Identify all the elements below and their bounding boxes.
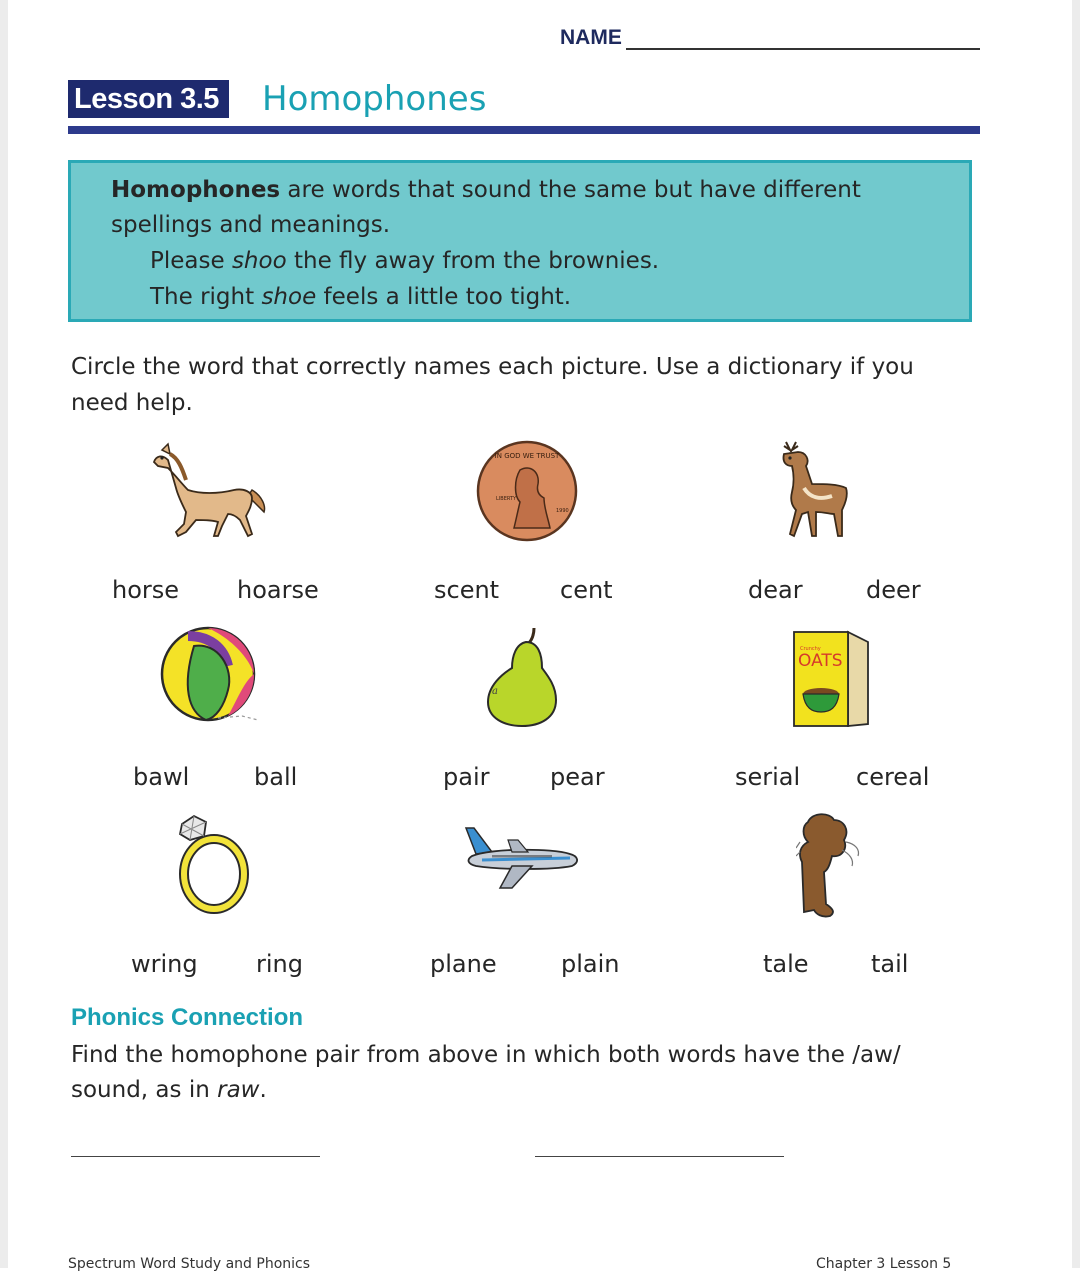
footer-chapter-lesson: Chapter 3 Lesson 5: [816, 1256, 952, 1272]
example-2-start: The right: [150, 284, 262, 310]
definition-box: [68, 160, 972, 322]
word-option[interactable]: serial: [735, 763, 801, 791]
instructions-line-1: Circle the word that correctly names each picture. Use a dictionary if you: [71, 354, 914, 380]
answer-blank-1[interactable]: [71, 1156, 320, 1157]
phonics-heading: Phonics Connection: [71, 1004, 304, 1031]
example-sentence-2: [150, 284, 571, 310]
example-1-end: the fly away from the brownies.: [286, 248, 660, 274]
instructions-line-2: need help.: [71, 390, 193, 416]
example-1-emphasis: shoo: [231, 248, 287, 274]
footer-book-title: Spectrum Word Study and Phonics: [68, 1256, 311, 1272]
word-option[interactable]: wring: [131, 950, 198, 978]
example-1-start: Please: [150, 248, 232, 274]
name-blank-line[interactable]: [626, 28, 980, 50]
penny-liberty: LIBERTY: [496, 496, 517, 502]
phonics-instructions-line-1: Find the homophone pair from above in which both words have the /aw/: [71, 1042, 901, 1068]
word-option[interactable]: deer: [866, 576, 921, 604]
word-option[interactable]: ball: [254, 763, 298, 791]
word-option[interactable]: pair: [443, 763, 490, 791]
horse-icon[interactable]: [148, 440, 272, 544]
lesson-tag: Lesson 3.5: [68, 80, 229, 118]
definition-line-2: spellings and meanings.: [111, 212, 391, 238]
word-option[interactable]: cent: [560, 576, 613, 604]
lesson-title: Homophones: [262, 79, 487, 119]
page-edge-right: [1072, 0, 1080, 1268]
cereal-box-icon[interactable]: [790, 628, 874, 728]
phonics-line-2-end: .: [259, 1077, 267, 1103]
ball-icon[interactable]: [158, 626, 264, 726]
definition-line-1: [111, 177, 861, 203]
name-label: NAME: [560, 26, 622, 49]
phonics-instructions-line-2: [71, 1077, 267, 1103]
pear-icon[interactable]: [482, 626, 562, 730]
word-option[interactable]: ring: [256, 950, 303, 978]
name-field[interactable]: [560, 26, 980, 50]
phonics-example-word: raw: [217, 1077, 260, 1103]
word-option[interactable]: scent: [434, 576, 500, 604]
word-option[interactable]: horse: [112, 576, 180, 604]
phonics-line-2-start: sound, as in: [71, 1077, 218, 1103]
word-option[interactable]: bawl: [133, 763, 190, 791]
answer-blank-2[interactable]: [535, 1156, 784, 1157]
cereal-box-brand: OATS: [798, 651, 843, 671]
deer-icon[interactable]: [776, 440, 852, 544]
title-rule: [68, 126, 980, 134]
word-option[interactable]: hoarse: [237, 576, 319, 604]
word-option[interactable]: tail: [871, 950, 909, 978]
penny-motto: IN GOD WE TRUST: [494, 452, 560, 460]
page-edge-left: [0, 0, 8, 1268]
word-option[interactable]: tale: [763, 950, 809, 978]
svg-text:a: a: [492, 686, 498, 697]
example-sentence-1: [150, 248, 659, 274]
ring-icon[interactable]: [176, 814, 256, 914]
svg-text:Crunchy: Crunchy: [800, 646, 821, 652]
word-option[interactable]: plane: [430, 950, 497, 978]
definition-text: are words that sound the same but have different: [280, 177, 861, 203]
example-2-end: feels a little too tight.: [316, 284, 572, 310]
airplane-icon[interactable]: [462, 826, 584, 892]
definition-term: Homophones: [111, 177, 281, 203]
example-2-emphasis: shoe: [261, 284, 317, 310]
word-option[interactable]: plain: [561, 950, 620, 978]
dog-tail-icon[interactable]: [796, 812, 864, 918]
penny-icon[interactable]: [474, 438, 580, 544]
word-option[interactable]: cereal: [856, 763, 930, 791]
word-option[interactable]: dear: [748, 576, 803, 604]
word-option[interactable]: pear: [550, 763, 605, 791]
penny-year: 1990: [556, 508, 569, 514]
